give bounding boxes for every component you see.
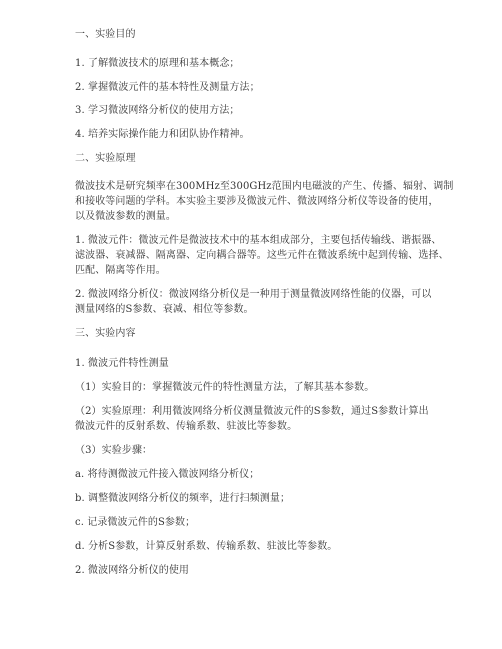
paragraph-line: 滤波器、衰减器、隔离器、定向耦合器等。这些元件在微波系统中起到传输、选择、 [75, 250, 449, 261]
step-item: c. 记录微波元件的S参数； [75, 517, 196, 528]
section-item: （1）实验目的：掌握微波元件的特性测量方法，了解其基本参数。 [75, 382, 375, 393]
paragraph-line: 测量网络的S参数、衰减、相位等参数。 [75, 304, 254, 315]
objective-item-4: 4. 培养实际操作能力和团队协作精神。 [75, 129, 250, 140]
objective-item-3: 3. 学习微波网络分析仪的使用方法； [75, 105, 240, 116]
step-item: b. 调整微波网络分析仪的频率，进行扫频测量； [75, 493, 291, 504]
objective-item-1: 1. 了解微波技术的原理和基本概念； [75, 58, 240, 69]
objective-item-2: 2. 掌握微波元件的基本特性及测量方法； [75, 82, 260, 93]
paragraph-line: 微波技术是研究频率在300MHz至300GHz范围内电磁波的产生、传播、辐射、调制 [75, 181, 454, 192]
section-item: 1. 微波元件特性测量 [75, 358, 169, 369]
heading-principles: 二、实验原理 [75, 153, 136, 164]
paragraph-line: 1. 微波元件：微波元件是微波技术中的基本组成部分，主要包括传输线、谐振器、 [75, 235, 442, 246]
paragraph-line: 以及微波参数的测量。 [75, 211, 176, 222]
paragraph-line: 2. 微波网络分析仪：微波网络分析仪是一种用于测量微波网络性能的仪器，可以 [75, 289, 432, 300]
paragraph-line: 和接收等问题的学科。本实验主要涉及微波元件、微波网络分析仪等设备的使用， [75, 196, 439, 207]
paragraph-line: 微波元件的反射系数、传输系数、驻波比等参数。 [75, 421, 298, 432]
section-item: （3）实验步骤： [75, 445, 153, 456]
paragraph-line: （2）实验原理：利用微波网络分析仪测量微波元件的S参数，通过S参数计算出 [75, 406, 429, 417]
heading-objectives: 一、实验目的 [75, 29, 136, 40]
step-item: d. 分析S参数，计算反射系数、传输系数、驻波比等参数。 [75, 541, 338, 552]
section-item: 2. 微波网络分析仪的使用 [75, 565, 190, 576]
heading-contents: 三、实验内容 [75, 328, 136, 339]
paragraph-line: 匹配、隔离等作用。 [75, 265, 166, 276]
step-item: a. 将待测微波元件接入微波网络分析仪； [75, 469, 260, 480]
